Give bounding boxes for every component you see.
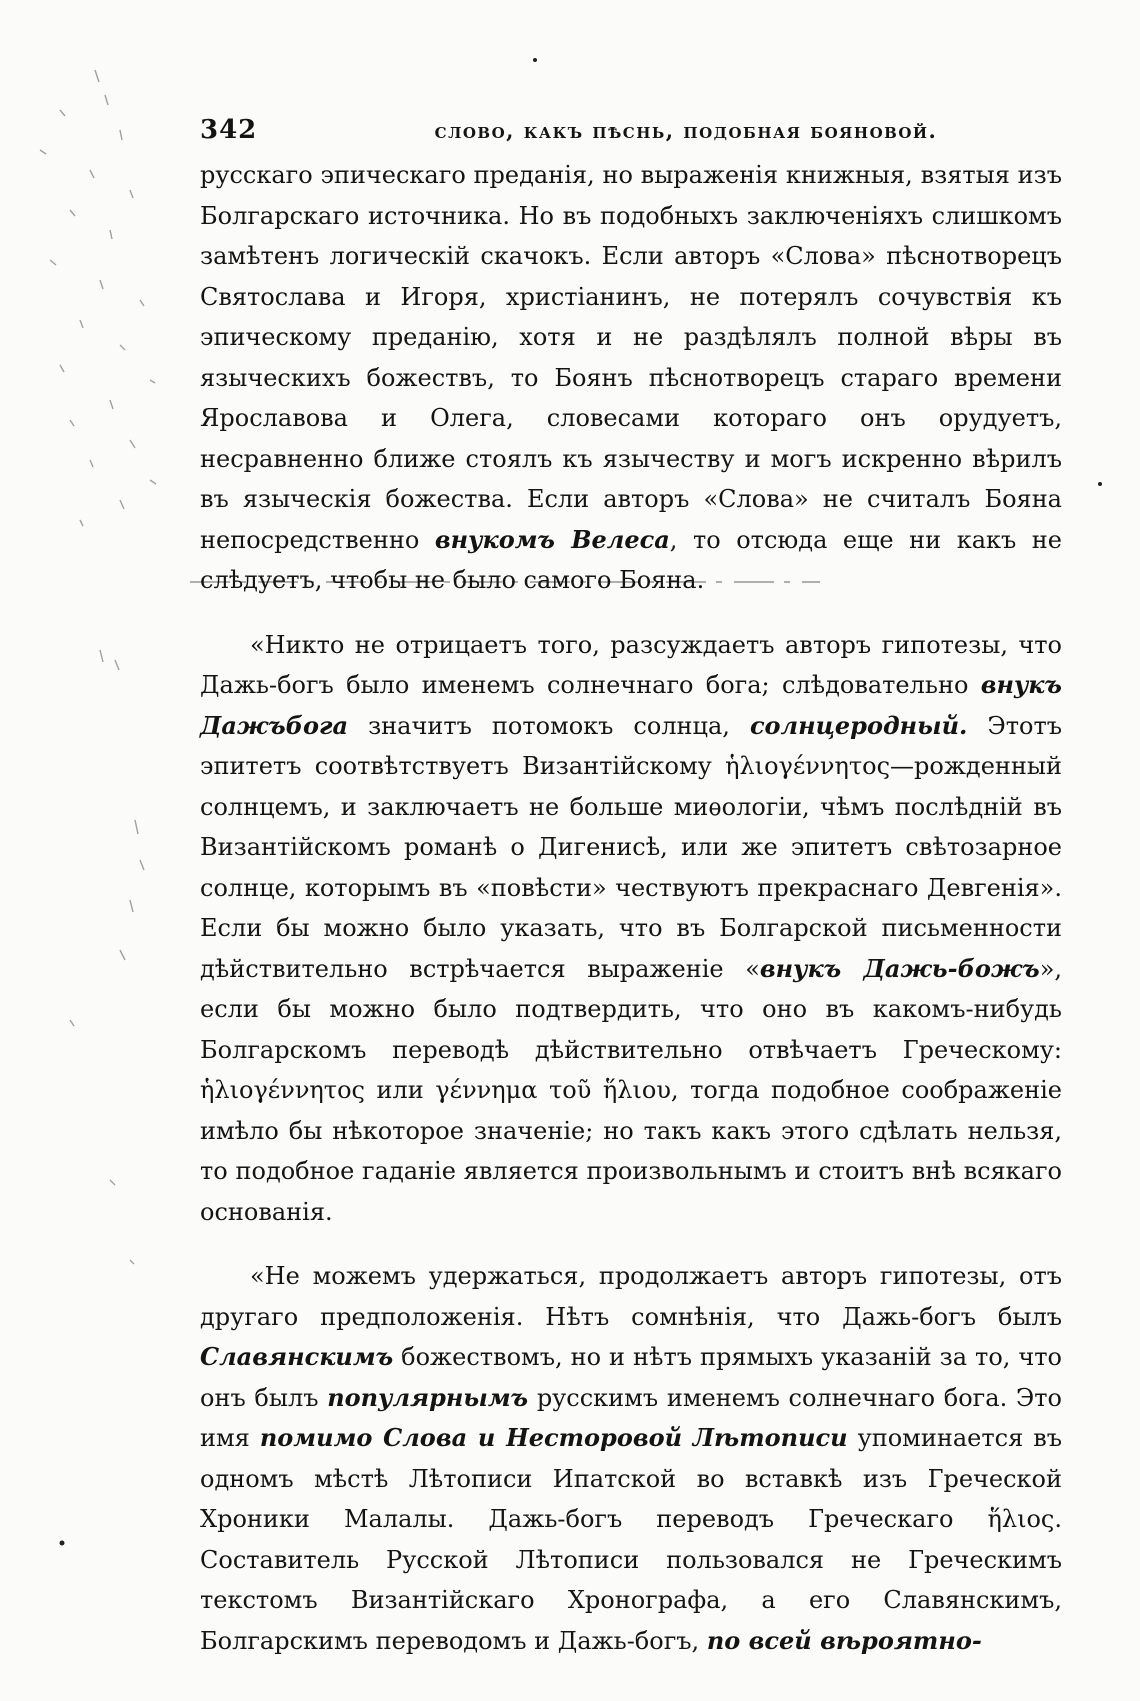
paragraph-3-emphasis-3: помимо Слова и Несторовой Лѣтописи [259, 1423, 848, 1452]
paragraph-2 [200, 625, 1062, 1233]
page-header [200, 115, 1062, 155]
page-number: 342 [200, 115, 258, 145]
paragraph-3-text-3: русскимъ именемъ солнечнаго бога. Это имя [200, 1383, 1062, 1452]
paragraph-2-emphasis-1: внукъ Дажъбога [200, 670, 1062, 740]
paragraph-3-text-2: божествомъ, но и нѣтъ прямыхъ указаній за то, что онъ былъ [200, 1343, 1062, 1412]
paragraph-3-emphasis-4: по всей вѣроятно- [706, 1625, 982, 1655]
paragraph-3-emphasis-2: популярнымъ [327, 1382, 529, 1412]
paragraph-gap [200, 1232, 1062, 1256]
paragraph-2-text-3: Этотъ эпитетъ соотвѣтствуетъ Византійскому ἡλιογέννητος—рожденный солнцемъ, и заключаетъ не больше миѳологіи, чѣмъ послѣдній въ Византійскомъ романѣ о Дигенисѣ, или же эпитетъ свѣтозарное солнце, которымъ въ «повѣсти» чествуютъ прекраснаго Девгенія». Если бы можно было указать, что въ Болгарской письменности дѣйствительно встрѣчается выраженіе « [200, 711, 1063, 983]
paragraph-1-emphasis: внукомъ Велеса [434, 524, 670, 554]
paragraph-3-emphasis-1: Славянскимъ [200, 1342, 394, 1371]
paragraph-1 [200, 155, 1062, 601]
paragraph-gap [200, 601, 1062, 625]
paragraph-2-text-1: «Никто не отрицаетъ того, разсуждаетъ авторъ гипотезы, что Дажь-богъ было именемъ солнечнаго бога; слѣдовательно [200, 630, 1062, 699]
paragraph-2-text-4: », если бы можно было подтвердить, что оно въ какомъ-нибудь Болгарскомъ переводѣ дѣйствительно отвѣчаетъ Греческому: ἡλιογέννητος или γέννημα τοῦ ἥλιου, тогда подобное соображеніе имѣло бы нѣкоторое значеніе; но такъ какъ этого сдѣлать нельзя, то подобное гаданіе является произвольнымъ и стоитъ внѣ всякаго основанія. [200, 954, 1062, 1226]
paragraph-1-text: русскаго эпическаго преданія, но выраженія книжныя, взятыя изъ Болгарскаго источника. Но въ подобныхъ заключеніяхъ слишкомъ замѣтенъ логическій скачокъ. Если авторъ «Слова» пѣснотворецъ Святослава и Игоря, христіанинъ, не потерялъ сочувствія къ эпическому преданію, хотя и не раздѣлялъ полной вѣры въ языческихъ божествъ, то Боянъ пѣснотворецъ стараго времени Ярославова и Олега, словесами котораго онъ орудуетъ, несравненно ближе стоялъ къ язычеству и могъ искренно вѣрилъ въ языческія божества. Если авторъ «Слова» не считалъ Бояна непосредственно [200, 161, 1062, 554]
paragraph-1-text-end: , то отсюда еще ни какъ не слѣдуетъ, чтобы не было самого Бояна. [200, 525, 1062, 594]
paragraph-3-text-4: упоминается въ одномъ мѣстѣ Лѣтописи Ипатской во вставкѣ изъ Греческой Хроники Малалы. Дажь-богъ переводъ Греческаго ἥλιος. Составитель Русской Лѣтописи пользовался не Греческимъ текстомъ Византійскаго Хронографа, а его Славянскимъ, Болгарскимъ переводомъ и Дажь-богъ, [200, 1424, 1063, 1655]
paragraph-2-emphasis-2: солнцеродный. [749, 710, 968, 740]
paragraph-3 [200, 1256, 1062, 1661]
book-page [200, 115, 1062, 1661]
running-head: слово, какъ пѣснь, подобная бояновой. [434, 118, 938, 143]
paragraph-2-text-2: значитъ потомокъ солнца, [348, 711, 750, 740]
paragraph-2-emphasis-3: внукъ Дажь-божъ [759, 953, 1040, 983]
paragraph-3-text-1: «Не можемъ удержаться, продолжаетъ авторъ гипотезы, отъ другаго предположенія. Нѣтъ сомнѣнія, что Дажь-богъ былъ [200, 1262, 1062, 1331]
